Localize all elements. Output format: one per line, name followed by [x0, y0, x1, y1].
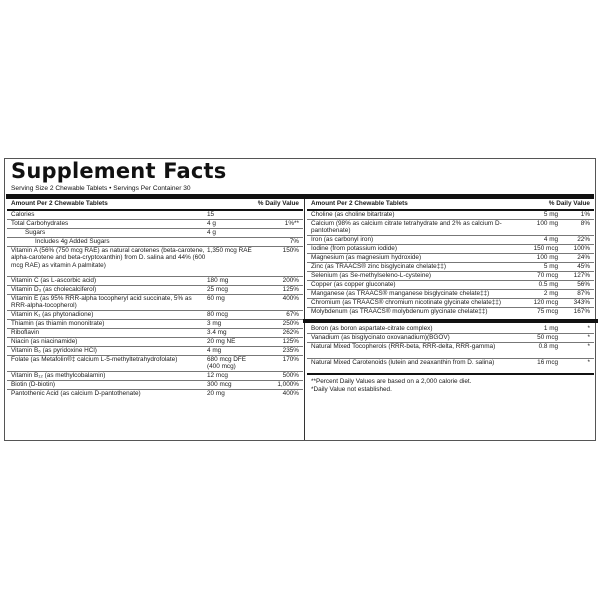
- nutrient-amount: 20 mg NE: [207, 338, 236, 345]
- nutrient-amount: 120 mcg: [533, 299, 559, 306]
- nutrient-name: Biotin (D-biotin): [11, 381, 56, 388]
- left-column-header: [7, 199, 303, 211]
- nutrient-dv: 100%: [573, 245, 591, 252]
- nutrient-amount: 680 mcg DFE (400 mcg): [207, 356, 247, 371]
- nutrient-amount: 80 mcg: [207, 311, 228, 318]
- nutrient-name: Iodine (from potassium iodide): [311, 245, 397, 252]
- nutrient-dv: 400%: [282, 390, 299, 397]
- nutrient-amount: 15: [207, 211, 215, 218]
- nutrient-dv: 125%: [282, 286, 299, 293]
- nutrient-row: [7, 211, 303, 220]
- nutrient-name: Vitamin B₁₂ (as methylcobalamin): [11, 372, 106, 379]
- nutrient-dv: 24%: [577, 254, 591, 261]
- panel-title: Supplement Facts: [11, 159, 227, 183]
- nutrient-amount: 25 mcg: [207, 286, 228, 293]
- nutrient-amount: 4 g: [207, 229, 216, 236]
- nutrient-row: [307, 359, 594, 375]
- nutrient-row: [7, 229, 303, 238]
- nutrient-row: [307, 281, 594, 290]
- nutrient-dv: 127%: [573, 272, 591, 279]
- nutrient-name: Copper (as copper gluconate): [311, 281, 396, 288]
- nutrient-amount: 75 mcg: [537, 308, 559, 315]
- right-column: [307, 199, 594, 393]
- nutrient-name: Vitamin E (as 95% RRR-alpha tocopheryl acid succinate, 5% as RRR-alpha-tocopherol): [11, 295, 192, 310]
- nutrient-dv: *: [587, 325, 591, 332]
- nutrient-row: [307, 325, 594, 334]
- nutrient-row: [7, 220, 303, 229]
- nutrient-dv: 250%: [282, 320, 299, 327]
- nutrient-dv: 8%: [580, 220, 591, 227]
- nutrient-name: Iron (as carbonyl iron): [311, 236, 374, 243]
- nutrient-name: Choline (as choline bitartrate): [311, 211, 395, 218]
- nutrient-dv: 67%: [286, 311, 299, 318]
- nutrient-row: [7, 320, 303, 329]
- nutrient-row: [7, 311, 303, 320]
- header-dv-label: % Daily Value: [548, 200, 590, 208]
- nutrient-name: Zinc (as TRAACS® zinc bisglycinate chelate‡‡): [311, 263, 446, 270]
- nutrient-row: [7, 390, 303, 399]
- header-dv-label: % Daily Value: [257, 200, 299, 208]
- nutrient-row: [307, 299, 594, 308]
- nutrient-dv: *: [587, 359, 591, 366]
- nutrient-row: [307, 254, 594, 263]
- nutrient-dv: 200%: [282, 277, 299, 284]
- nutrient-dv: 7%: [289, 238, 299, 245]
- nutrient-name: Riboflavin: [11, 329, 40, 336]
- nutrient-name: Vitamin B₆ (as pyridoxine HCl): [11, 347, 97, 354]
- nutrient-name: Vitamin C (as L-ascorbic acid): [11, 277, 97, 284]
- nutrient-row: [307, 308, 594, 317]
- footnote-dv-not-established: *Daily Value not established.: [311, 385, 392, 393]
- nutrient-row: [307, 236, 594, 245]
- nutrient-dv: 150%: [282, 247, 299, 254]
- supplement-facts-panel: [4, 158, 596, 441]
- nutrient-dv: 1%: [580, 211, 591, 218]
- nutrient-name: Natural Mixed Tocopherols (RRR-beta, RRR-delta, RRR-gamma): [311, 343, 496, 350]
- nutrient-row: [307, 263, 594, 272]
- nutrient-dv: 343%: [573, 299, 591, 306]
- nutrient-amount: 100 mg: [536, 254, 559, 261]
- nutrient-amount: 3 mg: [207, 320, 222, 327]
- nutrient-amount: 0.8 mg: [538, 343, 559, 350]
- nutrient-amount: 5 mg: [543, 211, 559, 218]
- nutrient-row: [7, 329, 303, 338]
- nutrient-dv: 400%: [282, 295, 299, 302]
- nutrient-amount: 1 mg: [543, 325, 559, 332]
- nutrient-name: Folate (as Metafolin®‡ calcium L-5-methyltetrahydrofolate): [11, 356, 178, 363]
- nutrient-amount: 50 mcg: [537, 334, 559, 341]
- nutrient-dv: 22%: [577, 236, 591, 243]
- nutrient-name: Calories: [11, 211, 35, 218]
- nutrient-dv: 500%: [282, 372, 299, 379]
- nutrient-row: [307, 334, 594, 343]
- nutrient-row: [7, 295, 303, 311]
- nutrient-row: [307, 245, 594, 254]
- nutrient-name: Sugars: [25, 229, 46, 236]
- nutrient-amount: 1,350 mcg RAE: [207, 247, 252, 254]
- nutrient-row: [7, 347, 303, 356]
- nutrient-row: [7, 356, 303, 372]
- nutrient-amount: 300 mcg: [207, 381, 232, 388]
- nutrient-dv: 167%: [573, 308, 591, 315]
- nutrient-row: [7, 381, 303, 390]
- nutrient-amount: 100 mg: [536, 220, 559, 227]
- nutrient-name: Vanadium (as bisglycinato oxovanadium)(BGOV): [311, 334, 450, 341]
- nutrient-amount: 4 g: [207, 220, 216, 227]
- header-amount-label: Amount Per 2 Chewable Tablets: [311, 200, 408, 208]
- nutrient-row: [307, 211, 594, 220]
- nutrient-amount: 0.5 mg: [538, 281, 559, 288]
- nutrient-amount: 70 mcg: [537, 272, 559, 279]
- nutrient-amount: 5 mg: [543, 263, 559, 270]
- nutrient-name: Vitamin A (56% (750 mcg RAE) as natural carotenes (beta-carotene, alpha-carotene and beta-cryptoxanthin) from D. salina and 44% (600 mcg RAE) as vitamin A palmitate): [11, 247, 206, 269]
- nutrient-name: Manganese (as TRAACS® manganese bisglycinate chelate‡‡): [311, 290, 490, 297]
- nutrient-row: [307, 220, 594, 236]
- nutrient-name: Vitamin K₁ (as phytonadione): [11, 311, 94, 318]
- nutrient-name: Chromium (as TRAACS® chromium nicotinate glycinate chelate‡‡): [311, 299, 501, 306]
- nutrient-name: Niacin (as niacinamide): [11, 338, 78, 345]
- nutrient-dv: 56%: [577, 281, 591, 288]
- nutrient-dv: 125%: [282, 338, 299, 345]
- nutrient-row: [307, 290, 594, 299]
- nutrient-dv: 235%: [282, 347, 299, 354]
- serving-info: Serving Size 2 Chewable Tablets • Servings Per Container 30: [11, 185, 191, 192]
- nutrient-name: Calcium (98% as calcium citrate tetrahydrate and 2% as calcium D-pantothenate): [311, 220, 502, 235]
- nutrient-amount: 2 mg: [543, 290, 559, 297]
- nutrient-row: [307, 343, 594, 359]
- nutrient-row: [7, 286, 303, 295]
- nutrient-name: Boron (as boron aspartate-citrate complex): [311, 325, 433, 332]
- nutrient-name: Thiamin (as thiamin mononitrate): [11, 320, 105, 327]
- nutrient-amount: 4 mg: [543, 236, 559, 243]
- nutrient-name: Magnesium (as magnesium hydroxide): [311, 254, 422, 261]
- nutrient-name: Vitamin D₃ (as cholecalciferol): [11, 286, 97, 293]
- nutrient-dv: 45%: [577, 263, 591, 270]
- section-divider: [303, 319, 598, 323]
- nutrient-name: Molybdenum (as TRAACS® molybdenum glycinate chelate‡‡): [311, 308, 488, 315]
- nutrient-row: [7, 247, 303, 277]
- nutrient-name: Includes 4g Added Sugars: [35, 238, 110, 245]
- nutrient-amount: 150 mcg: [533, 245, 559, 252]
- nutrient-dv: 170%: [282, 356, 299, 363]
- nutrient-dv: *: [587, 343, 591, 350]
- nutrient-dv: 1%**: [284, 220, 299, 227]
- nutrient-amount: 12 mcg: [207, 372, 228, 379]
- nutrient-amount: 3.4 mg: [207, 329, 227, 336]
- nutrient-name: Natural Mixed Carotenoids (lutein and zeaxanthin from D. salina): [311, 359, 495, 366]
- nutrient-amount: 4 mg: [207, 347, 222, 354]
- nutrient-row: [7, 238, 303, 247]
- nutrient-dv: *: [587, 334, 591, 341]
- right-column-header: [307, 199, 594, 211]
- nutrient-row: [7, 338, 303, 347]
- nutrient-amount: 180 mg: [207, 277, 229, 284]
- nutrient-row: [7, 372, 303, 381]
- nutrient-dv: 87%: [577, 290, 591, 297]
- nutrient-name: Selenium (as Se-methylseleno-L-cysteine): [311, 272, 432, 279]
- nutrient-row: [307, 272, 594, 281]
- header-amount-label: Amount Per 2 Chewable Tablets: [11, 200, 108, 208]
- nutrient-row: [7, 277, 303, 286]
- nutrient-amount: 20 mg: [207, 390, 225, 397]
- footnote-percent-dv: **Percent Daily Values are based on a 2,000 calorie diet.: [311, 378, 472, 385]
- footnotes: [307, 375, 594, 393]
- nutrient-amount: 60 mg: [207, 295, 225, 302]
- left-column: [7, 199, 303, 399]
- nutrient-dv: 1,000%: [277, 381, 299, 388]
- nutrient-amount: 16 mcg: [537, 359, 559, 366]
- nutrient-name: Total Carbohydrates: [11, 220, 69, 227]
- nutrient-name: Pantothenic Acid (as calcium D-pantothenate): [11, 390, 141, 397]
- nutrient-dv: 262%: [282, 329, 299, 336]
